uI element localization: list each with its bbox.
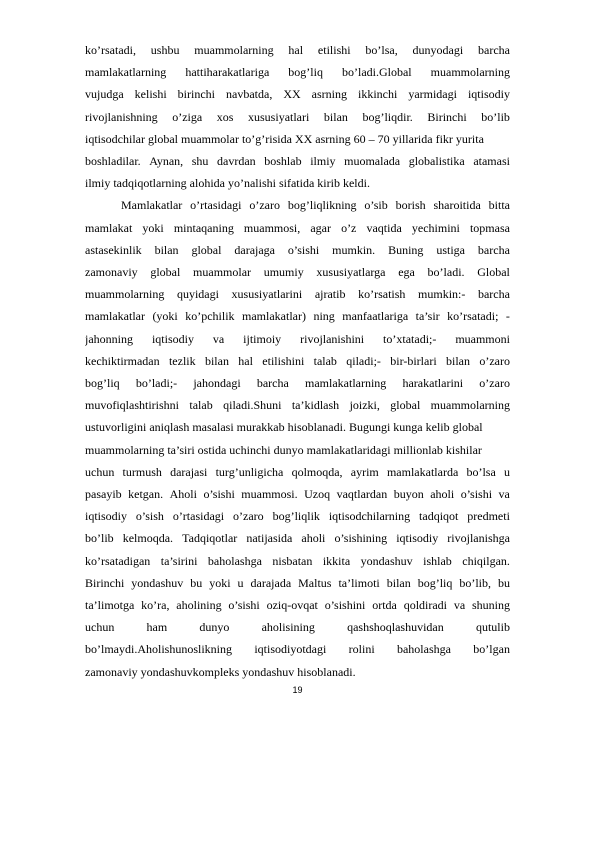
text-line: kechiktirmadan tezlik bilan hal etilishini talab qiladi;- bir-birlari bilan o’zaro [85,353,510,368]
text-line: iqtisodiy o’sish o’rtasidagi o’zaro bog’liqlik iqtisodchilarning tadqiqot predmeti [85,509,510,524]
text-line: pasayib ketgan. Aholi o’sishi muammosi. Uzoq vaqtlardan buyon aholi o’sishi va [85,487,510,501]
text-line: uchun turmush darajasi turg’unligicha qolmoqda, ayrim mamlakatlarda bo’lsa u [85,464,510,479]
text-line: Birinchi yondashuv bu yoki u darajada Maltus ta’limoti bilan bog’liq bo’lib, bu [85,575,510,590]
text-line: iqtisodchilar global muammolar to’g’risida XX asrning 60 – 70 yillarida fikr yurita [85,131,484,146]
text-line: ilmiy tadqiqotlarning alohida yo’nalishi sifatida kirib keldi. [85,176,370,191]
text-line: jahonning iqtisodiy va ijtimoiy rivojlanishini to’xtatadi;- muammoni [85,331,510,346]
text-line: ko’rsatadi, ushbu muammolarning hal etilishi bo’lsa, dunyodagi barcha [85,43,510,57]
text-line: boshladilar. Aynan, shu davrdan boshlab ilmiy muomalada globalistika atamasi [85,154,510,168]
text-line: ko’rsatadigan ta’sirini baholashga nisbatan ikkita yondashuv ishlab chiqilgan. [85,553,510,568]
text-line: zamonaviy global muammolar umumiy xususiyatlarga ega bo’ladi. Global [85,265,510,279]
text-line: mamlakat yoki mintaqaning muammosi, agar o’z vaqtida yechimini topmasa [85,220,510,235]
page-number: 19 [292,684,303,695]
text-line: vujudga kelishi birinchi navbatda, XX asrning ikkinchi yarmidagi iqtisodiy [85,87,510,102]
text-line: mamlakatlar (yoki ko’pchilik mamlakatlar) ning manfaatlariga ta’sir ko’rsatadi; - [85,309,510,324]
text-line: bo’lib kelmoqda. Tadqiqotlar natijasida aholi o’sishining iqtisodiy rivojlanishga [85,531,510,546]
text-line: rivojlanishning o’ziga xos xususiyatlari bilan bog’liqdir. Birinchi bo’lib [85,109,510,124]
text-line: muvofiqlashtirishni talab qiladi.Shuni ta’kidlash joizki, global muammolarning [85,398,510,413]
text-line: muammolarning ta’siri ostida uchinchi dunyo mamlakatlaridagi millionlab kishilar [85,442,482,457]
text-line: astasekinlik bilan global darajaga o’sishi mumkin. Buning ustiga barcha [85,242,510,257]
text-line: Mamlakatlar o’rtasidagi o’zaro bog’liqlikning o’sib borish sharoitida bitta [121,198,510,213]
text-line: mamlakatlarning hattiharakatlariga bog’liq bo’ladi.Global muammolarning [85,65,510,80]
text-line: bo’lmaydi.Aholishunoslikning iqtisodiyotdagi rolini baholashga bo’lgan [85,642,510,657]
text-line: bog’liq bo’ladi;- jahondagi barcha mamlakatlarning harakatlarini o’zaro [85,376,510,390]
text-line: muammolarning quyidagi xususiyatlarini ajratib ko’rsatish mumkin:- barcha [85,287,510,302]
text-line: zamonaviy yondashuvkompleks yondashuv hisoblanadi. [85,664,356,679]
text-line: ta’limotga ko’ra, aholining o’sishi oziq-ovqat o’sishini ortda qoldiradi va shuning [85,598,510,612]
text-line: ustuvorligini aniqlash masalasi murakkab hisoblanadi. Bugungi kunga kelib global [85,420,483,435]
text-line: uchun ham dunyo aholisining qashshoqlashuvidan qutulib [85,620,510,635]
